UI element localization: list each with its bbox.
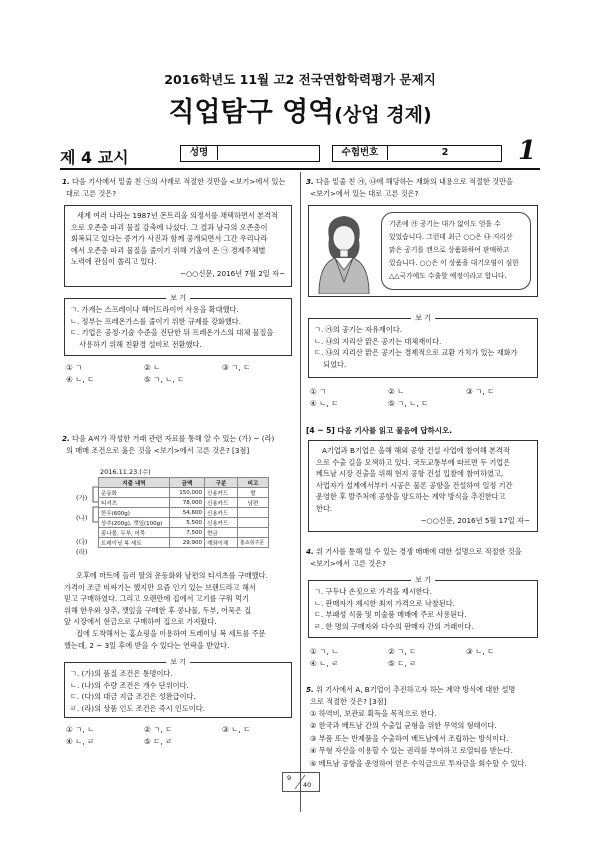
question-5-stem [306, 684, 540, 707]
question-3-option[interactable]: ⑤ ㄱ, ㄴ, ㄷ [388, 399, 429, 408]
question-1-bogi [64, 294, 292, 356]
receipt-mark-da: (다) [76, 538, 88, 546]
question-1-stem [62, 176, 294, 199]
receipt-row [99, 528, 269, 538]
bogi-item: ㄷ. 기업은 공정·기술 수준을 진단한 뒤 프레온가스의 대체 물질을 [70, 328, 274, 338]
question-1-option[interactable]: ③ ㄱ, ㄷ [222, 363, 251, 372]
receipt-amount: 7,500 [170, 528, 205, 538]
article-source: −○○신문, 2016년 5월 17일 자− [420, 515, 530, 525]
bogi-item: ㄱ. (가)의 품질 조건은 통명이다. [70, 669, 173, 678]
receipt-row [99, 498, 269, 508]
receipt-type: 신용카드 [205, 498, 238, 508]
page-current: 9 [287, 774, 292, 782]
header-rule [60, 168, 540, 170]
question-4-option[interactable]: ⑤ ㄷ, ㄹ [388, 659, 417, 668]
bogi-item: ㄹ. 한 명의 구매자와 다수의 판매자 간의 거래이다. [314, 621, 474, 631]
question-2-stem-line: 의 매매 조건으로 옳은 것을 <보기>에서 고른 것은? [3점] [66, 445, 250, 455]
article-line: 으로 오존층 파괴 물질 감축에 나섰다. 그 결과 남극의 오존층이 [71, 222, 268, 232]
story-line: 했는데, 2 ~ 3일 후에 받을 수 있다는 연락을 받았다. [64, 640, 230, 650]
page-number: 1 [518, 136, 537, 166]
question-3-option[interactable]: ③ ㄱ, ㄷ [466, 387, 495, 396]
receipt-note: 딸 [238, 488, 269, 498]
question-5-option[interactable]: ⑤ 베트남 공항을 운영하여 얻은 수익금으로 투자금을 회수할 수 있다. [310, 758, 527, 768]
article-line: 운영한 후 발주처에 공항을 양도하는 계약 방식을 추진한다고 [316, 492, 506, 502]
receipt-note: 남편 [238, 498, 269, 508]
question-4-option[interactable]: ④ ㄴ, ㄹ [310, 659, 339, 668]
article-line: 한다. [316, 503, 333, 513]
question-3-bogi [308, 314, 538, 378]
receipt-table [98, 477, 269, 548]
column-divider [300, 172, 301, 812]
article-line: 사업자가 설계에서부터 시공은 물론 공항을 건설하여 일정 기간 [316, 480, 513, 490]
question-2-stem-line: 다음 A씨가 작성한 거래 관련 자료를 통해 알 수 있는 (가) ~ (라) [72, 434, 275, 443]
article-line: 세계 여러 나라는 1987년 몬트리올 의정서를 채택하면서 본격적 [77, 211, 278, 220]
exam-number-value: 2 [441, 147, 449, 158]
article-line: 으로 수출 길을 모색하고 있다. 국토교통부에 따르면 두 기업은 [316, 457, 511, 467]
bogi-item: ㄴ. ㉯의 지리산 맑은 공기는 대체재이다. [314, 336, 442, 346]
question-1-number: 1. [62, 177, 70, 186]
receipt-amount: 5,500 [170, 518, 205, 528]
receipt-item: 티셔츠 [99, 498, 170, 508]
receipt-amount: 54,600 [170, 508, 205, 518]
question-3-stem-line: 다음 밑줄 친 ㉮, ㉯에 해당하는 재화의 내용으로 적절한 것만을 [316, 177, 513, 186]
receipt-item: 상추(200g), 깻잎(100g) [99, 518, 170, 528]
question-5-option[interactable]: ③ 부품 또는 반제품을 수출하여 베트남에서 조립하는 방식이다. [310, 733, 509, 743]
story-line: 위해 한우와 상추, 깻잎을 구매한 후 콩나물, 두부, 어묵은 집 [64, 605, 252, 615]
receipt-type: 신용카드 [205, 518, 238, 528]
question-1-stem-line: 다음 기사에서 밑줄 친 ㉠의 사례로 적절한 것만을 <보기>에서 있는 [72, 177, 286, 186]
receipt-amount: 78,000 [170, 498, 205, 508]
question-3-option[interactable]: ② ㄴ [388, 387, 405, 396]
bogi-item: ㄴ. 판매자가 제시한 최저 가격으로 낙찰된다. [314, 598, 455, 608]
question-2-option[interactable]: ⑤ ㄷ, ㄹ [144, 737, 173, 746]
name-label: 성명 [181, 146, 218, 160]
name-box [180, 145, 320, 162]
story-line: 믿고 구매하였다. 그리고 오랜만에 집에서 고기를 구워 먹기 [64, 594, 249, 604]
receipt-type: 신용카드 [205, 488, 238, 498]
bogi-item: ㄹ. (라)의 상품 인도 조건은 즉시 인도이다. [70, 703, 205, 713]
receipt-header: 비고 [238, 478, 269, 488]
receipt-item: 한우(600g) [99, 508, 170, 518]
receipt-mark-ga: (가) [76, 494, 88, 502]
receipt-note [238, 508, 269, 518]
story-line: 오후에 마트에 들러 딸의 운동화와 남편의 티셔츠를 구매했다. [76, 571, 268, 580]
bogi-item: ㄱ. 구두나 손짓으로 가격을 제시한다. [314, 587, 432, 596]
bogi-label: 보 기 [411, 313, 435, 325]
speech-line: 맑은 공기를 캔으로 상품화하여 판매하고 [389, 246, 510, 254]
question-3-number: 3. [306, 177, 314, 186]
receipt-row [99, 488, 269, 498]
question-4-5-intro: [4 ~ 5] 다음 기사를 읽고 물음에 답하시오. [306, 426, 453, 435]
receipt-row [99, 508, 269, 518]
question-3-stem [306, 176, 540, 199]
receipt-header: 금액 [170, 478, 205, 488]
receipt-type: 신용카드 [205, 508, 238, 518]
article-line: 베트남 시장 진출을 위해 현지 공항 건설 입찰에 참여하였고, [316, 469, 504, 479]
bogi-item: ㄷ. ㉯의 지리산 맑은 공기는 경제적으로 교환 가치가 있는 재화가 [314, 348, 518, 358]
story-line: 집에 도착해서는 홈쇼핑을 이용하여 트레이닝 복 세트를 주문 [76, 628, 266, 638]
question-1-stem-line: 대로 고른 것은? [66, 188, 117, 198]
period-label: 제 4 교시 [60, 148, 129, 167]
receipt-type: 현금 [205, 528, 238, 538]
question-2-option[interactable]: ④ ㄴ, ㄹ [66, 737, 95, 746]
question-5-stem-line: 으로 적절한 것은? [3점] [310, 696, 387, 706]
receipt-date: 2016.11.23.(수) [100, 468, 151, 476]
bogi-item: ㄴ. (나)의 수량 조건은 개수 단위이다. [70, 680, 189, 690]
bogi-label: 보 기 [411, 575, 435, 587]
question-2-option[interactable]: ② ㄱ, ㄷ [144, 725, 173, 734]
question-1-option[interactable]: ④ ㄴ, ㄷ [66, 375, 95, 384]
question-5-option[interactable]: ② 한국과 베트남 간의 수출입 균형을 위한 무역의 형태이다. [310, 721, 497, 731]
bogi-item: 되었다. [314, 359, 347, 369]
question-2-option[interactable]: ③ ㄴ, ㄷ [222, 725, 251, 734]
story-line: 앞 시장에서 현금으로 구매하여 집으로 가져왔다. [64, 617, 217, 627]
question-1-option[interactable]: ① ㄱ [66, 363, 83, 372]
question-1-option[interactable]: ⑤ ㄱ, ㄴ, ㄷ [144, 375, 185, 384]
receipt-item: 운동화 [99, 488, 170, 498]
speech-line: 있었습니다. 그런데 최근 ○○은 ㉯ 지리산 [389, 233, 513, 241]
bogi-label: 보 기 [166, 657, 190, 669]
receipt-header: 구분 [205, 478, 238, 488]
speech-line: 있습니다. ○○은 이 상품을 대기오염이 심한 [389, 259, 519, 267]
bogi-item: ㄷ. (다)의 대금 지급 조건은 성완급이다. [70, 692, 196, 702]
question-4-number: 4. [306, 547, 314, 556]
article-line: 노력에 관심이 쏠리고 있다. [71, 257, 157, 267]
question-5-number: 5. [306, 685, 314, 694]
bogi-label: 보 기 [166, 293, 190, 305]
question-3-option[interactable]: ④ ㄴ, ㄷ [310, 399, 339, 408]
subject-main: 직업탐구 영역 [168, 97, 335, 128]
exam-title: 2016학년도 11월 고2 전국연합학력평가 문제지 [164, 72, 436, 87]
receipt-note [238, 528, 269, 538]
bogi-item: 사용하기 위해 친환경 설비로 전환했다. [70, 339, 202, 349]
question-4-bogi [308, 576, 538, 638]
question-4-stem-line: <보기>에서 고른 것은? [310, 558, 386, 568]
bogi-item: ㄱ. 가계는 스프레이나 헤어드라이어 사용을 확대했다. [70, 305, 239, 314]
question-5-options [310, 708, 542, 770]
receipt-type: 계좌이체 [205, 538, 238, 548]
question-3-figure [308, 205, 538, 297]
article-line: 회복되고 있다는 증거가 사진과 함께 공개되면서 그간 우리나라 [71, 234, 268, 244]
speech-line: △△국가에도 수출할 예정이라고 합니다. [389, 272, 507, 280]
receipt-note [238, 518, 269, 528]
question-2-stem [62, 433, 294, 456]
page-counter [282, 772, 320, 792]
receipt-item: 콩나물, 두부, 어묵 [99, 528, 170, 538]
bogi-item: ㄷ. 부패성 식품 및 미술품 매매에 주로 사용된다. [314, 610, 467, 620]
question-2-story [64, 570, 294, 651]
header-bar [60, 136, 540, 167]
question-1-article [64, 205, 292, 287]
receipt-mark-na: (나) [76, 514, 88, 522]
question-3-stem-line: <보기>에서 있는 대로 고른 것은? [310, 188, 419, 198]
exam-number-box [332, 145, 502, 162]
question-1-option[interactable]: ② ㄴ [144, 363, 161, 372]
receipt-row [99, 538, 269, 548]
article-line: 에서 오존층 파괴 물질을 줄이기 위해 기울여 온 ㉠ 경제주체별 [71, 245, 266, 255]
receipt-amount: 29,900 [170, 538, 205, 548]
question-5-option[interactable]: ④ 무형 자산을 이용할 수 있는 권리를 부여하고 로열티를 받는다. [310, 746, 513, 756]
question-4-option[interactable]: ③ ㄴ, ㄷ [466, 647, 495, 656]
receipt-header: 지출 내역 [99, 478, 170, 488]
question-5-option[interactable]: ① 하역비, 보관료 획득을 목적으로 한다. [310, 709, 437, 718]
receipt-row [99, 518, 269, 528]
question-4-option[interactable]: ② ㄱ, ㄷ [388, 647, 417, 656]
receipt-note: 홈쇼핑주문 [238, 538, 269, 548]
subject-title [0, 90, 600, 129]
question-5-stem-line: 위 기사에서 A, B기업이 추진하고자 하는 계약 방식에 대한 설명 [316, 685, 516, 694]
question-4-stem-line: 위 기사를 통해 알 수 있는 경쟁 매매에 대한 설명으로 적절한 것을 [316, 547, 522, 556]
article-line: A기업과 B기업은 올해 해외 공항 건설 사업에 참여해 본격적 [322, 446, 510, 455]
article-source: −○○신문, 2016년 7월 2일 자− [179, 268, 285, 278]
question-2-option[interactable]: ① ㄱ, ㄴ [66, 725, 95, 734]
bogi-item: ㄱ. ㉮의 공기는 자유재이다. [314, 325, 403, 334]
speech-line: 기존에 ㉮ 공기는 대가 없이도 얻을 수 [389, 220, 501, 228]
receipt-mark-ra: (라) [76, 548, 88, 556]
subject-sub: (상업 경제) [334, 104, 432, 126]
question-4-5-article [308, 440, 538, 532]
slash-divider [283, 773, 319, 791]
bogi-item: ㄴ. 정부는 프레온가스를 줄이기 위한 규제를 강화했다. [70, 316, 242, 326]
presenter-illustration [311, 208, 377, 294]
exam-number-label: 수험번호 [333, 146, 388, 160]
receipt-amount: 150,000 [170, 488, 205, 498]
question-4-option[interactable]: ① ㄱ, ㄴ [310, 647, 339, 656]
story-line: 가격이 조금 비싸기는 했지만 요즘 인기 있는 브랜드라고 해서 [64, 582, 256, 592]
speech-bubble [381, 212, 531, 290]
receipt-item: 트레이닝 복 세트 [99, 538, 170, 548]
page-total: 40 [303, 781, 312, 789]
question-2-bogi [64, 658, 292, 718]
question-4-stem [306, 546, 540, 569]
question-2-number: 2. [62, 434, 70, 443]
question-3-option[interactable]: ① ㄱ [310, 387, 327, 396]
